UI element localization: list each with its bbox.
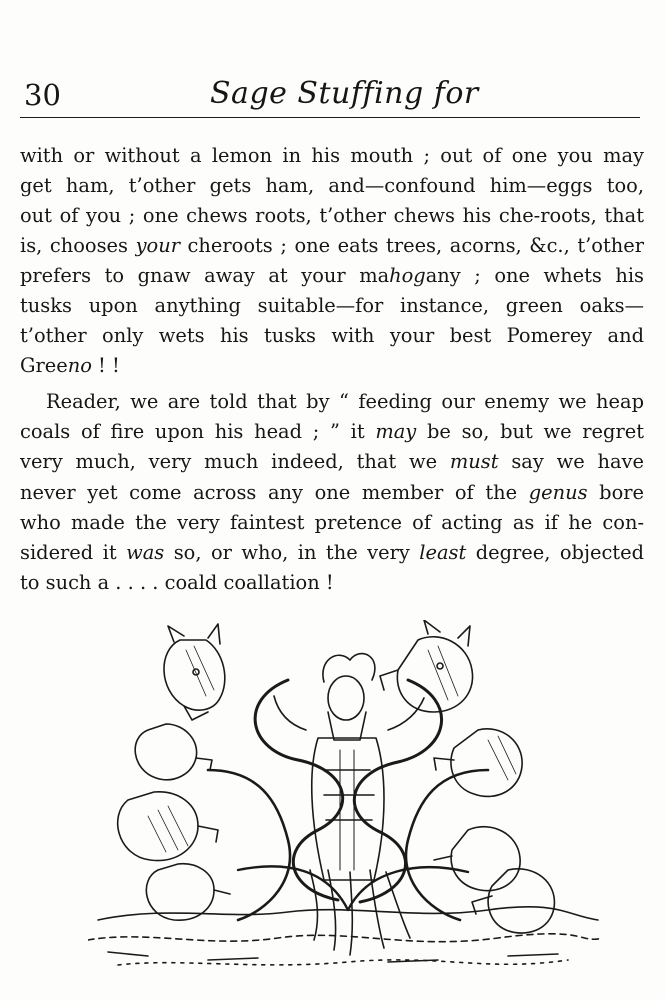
italic-text: hog [389, 264, 426, 288]
text-run: to such a . . . . coald coallation ! [20, 570, 334, 594]
text-run: t’other only wets his tusks with your best Pomerey and [20, 324, 644, 348]
text-line [20, 387, 644, 417]
text-line [20, 351, 644, 381]
italic-text: may [375, 420, 417, 444]
text-line [20, 508, 644, 538]
text-line [20, 321, 644, 351]
paragraph-1 [20, 141, 644, 381]
boar-serpents-illustration [88, 620, 608, 990]
text-run: be so, but we regret [416, 420, 644, 444]
text-line [20, 231, 644, 261]
text-run: degree, objected [466, 540, 644, 564]
italic-text: must [449, 450, 499, 474]
running-title: Sage Stuffing for [210, 76, 479, 111]
italic-text: genus [528, 480, 588, 504]
text-line [20, 291, 644, 321]
text-run: say we have [498, 450, 644, 474]
text-run: prefers to gnaw away at your ma [20, 264, 390, 288]
text-run: tusks upon anything suitable—for instance, green oaks— [20, 294, 644, 318]
engraving-drawing [88, 620, 608, 990]
text-run: out of you ; one chews roots, t’other chews his che-roots, that [20, 204, 644, 228]
running-head [20, 72, 640, 112]
header-rule [20, 117, 640, 118]
italic-text: your [135, 234, 180, 258]
text-run: ! ! [91, 354, 120, 378]
text-line [20, 447, 644, 477]
text-line [20, 201, 644, 231]
italic-text: least [419, 540, 467, 564]
text-run: Reader, we are told that by “ feeding our enemy we heap [46, 390, 644, 414]
paragraph-2 [20, 387, 644, 597]
text-run: any ; one whets his [425, 264, 644, 288]
text-run: Gree [20, 354, 68, 378]
text-line [20, 538, 644, 568]
text-line [20, 478, 644, 508]
text-line [20, 261, 644, 291]
text-line [20, 568, 644, 598]
text-line [20, 141, 644, 171]
text-run: never yet come across any one member of the [20, 480, 529, 504]
text-line [20, 171, 644, 201]
italic-text: no [67, 354, 92, 378]
text-run: who made the very faintest pretence of acting as if he con- [20, 510, 644, 534]
text-run: very much, very much indeed, that we [20, 450, 450, 474]
italic-text: was [126, 540, 165, 564]
text-run: is, chooses [20, 234, 136, 258]
text-run: with or without a lemon in his mouth ; out of one you may [20, 144, 644, 167]
text-run: so, or who, in the very [164, 540, 420, 564]
text-run: sidered it [20, 540, 127, 564]
text-run: cheroots ; one eats trees, acorns, &c., t’other [179, 234, 644, 258]
text-run: get ham, t’other gets ham, and—confound him—eggs too, [20, 174, 644, 198]
text-run: bore [587, 480, 644, 504]
body-text [20, 141, 644, 598]
text-run: coals of fire upon his head ; ” it [20, 420, 376, 444]
page-number: 30 [24, 78, 61, 112]
text-line [20, 417, 644, 447]
